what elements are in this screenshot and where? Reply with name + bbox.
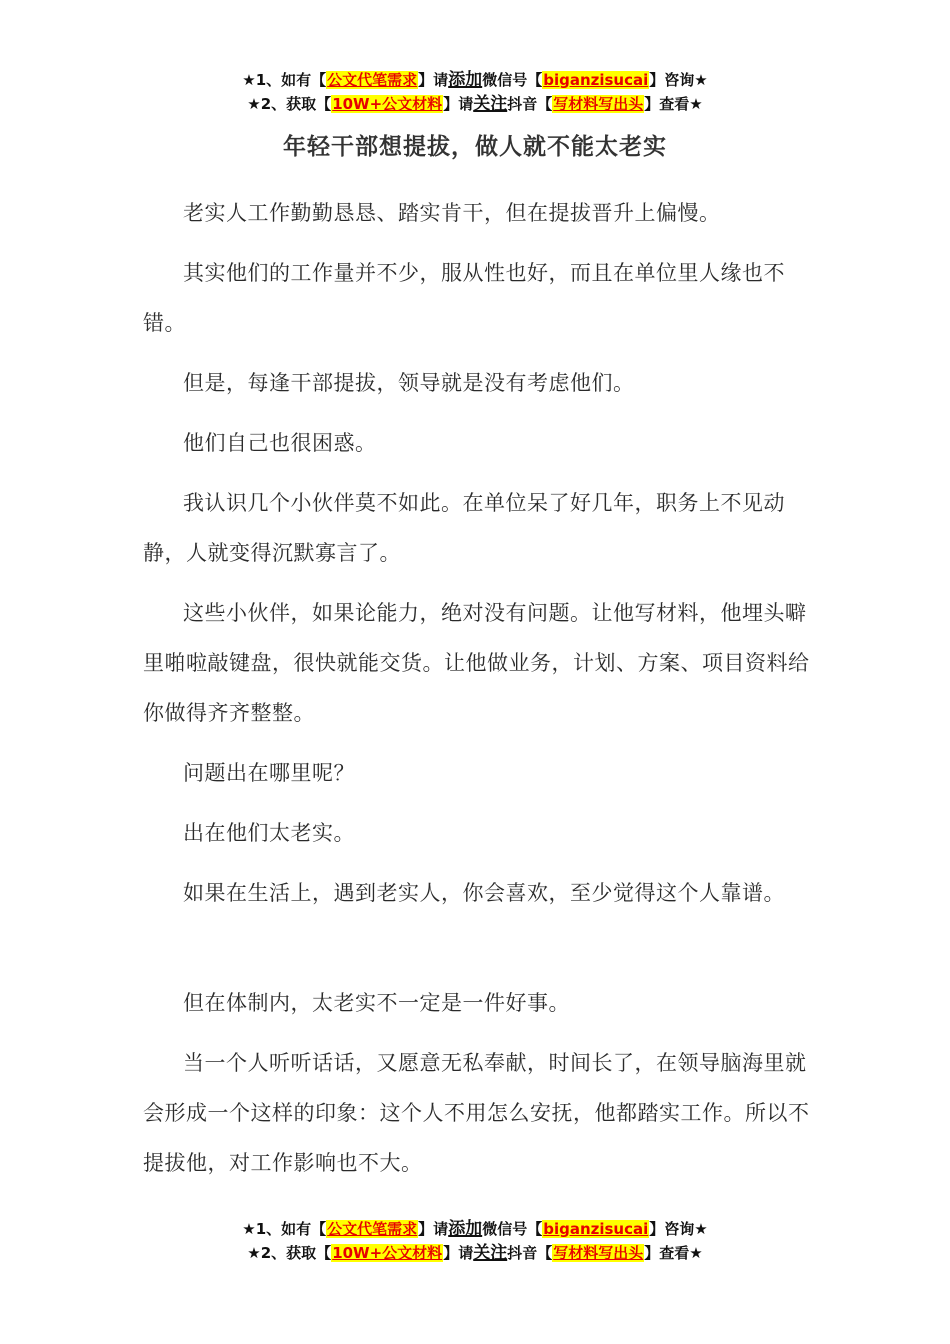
article-title: 年轻干部想提拔，做人就不能太老实 xyxy=(283,134,667,160)
promo-text: ★2、获取【 xyxy=(247,95,332,113)
promo-text: 】查看★ xyxy=(644,1244,703,1262)
promo-emphasis: 添加 xyxy=(448,70,483,90)
promo-line-1 xyxy=(0,68,950,92)
promo-highlight: 公文代笔需求 xyxy=(327,71,418,89)
promo-text: 微信号【 xyxy=(482,1220,543,1238)
wechat-id-highlight: biganzisucai xyxy=(543,71,649,89)
paragraph: 如果在生活上，遇到老实人，你会喜欢，至少觉得这个人靠谱。 xyxy=(183,881,785,905)
promo-text: 】请 xyxy=(418,1220,449,1238)
promo-highlight: 公文代笔需求 xyxy=(327,1220,418,1238)
promo-emphasis: 添加 xyxy=(448,1219,483,1239)
promo-text: 】请 xyxy=(418,71,449,89)
douyin-id-highlight: 写材料写出头 xyxy=(553,1244,644,1262)
promo-text: 微信号【 xyxy=(482,71,543,89)
promo-emphasis: 关注 xyxy=(473,94,508,114)
wechat-id-highlight: biganzisucai xyxy=(543,1220,649,1238)
paragraph: 其实他们的工作量并不少，服从性也好，而且在单位里人缘也不错。 xyxy=(143,261,785,335)
paragraph: 问题出在哪里呢？ xyxy=(183,761,355,785)
paragraph: 但在体制内，太老实不一定是一件好事。 xyxy=(183,991,570,1015)
blank-line xyxy=(143,918,823,968)
paragraph: 他们自己也很困惑。 xyxy=(183,431,377,455)
promo-text: 抖音【 xyxy=(507,1244,553,1262)
paragraph: 但是，每逢干部提拔，领导就是没有考虑他们。 xyxy=(183,371,635,395)
promo-banner-top xyxy=(0,68,950,116)
paragraph: 出在他们太老实。 xyxy=(183,821,355,845)
paragraph: 当一个人听听话话，又愿意无私奉献，时间长了，在领导脑海里就会形成一个这样的印象：这个人不用怎么安抚，他都踏实工作。所以不提拔他，对工作影响也不大。 xyxy=(143,1051,810,1175)
promo-banner-bottom xyxy=(0,1217,950,1265)
article-body xyxy=(143,188,823,1188)
promo-text: 】查看★ xyxy=(644,95,703,113)
paragraph: 我认识几个小伙伴莫不如此。在单位呆了好几年，职务上不见动静，人就变得沉默寡言了。 xyxy=(143,491,785,565)
promo-line-1 xyxy=(0,1217,950,1241)
promo-line-2 xyxy=(0,1241,950,1265)
douyin-id-highlight: 写材料写出头 xyxy=(553,95,644,113)
promo-line-2 xyxy=(0,92,950,116)
promo-text: ★1、如有【 xyxy=(242,71,327,89)
promo-text: ★2、获取【 xyxy=(247,1244,332,1262)
promo-text: 】咨询★ xyxy=(649,1220,708,1238)
promo-emphasis: 关注 xyxy=(473,1243,508,1263)
paragraph: 这些小伙伴，如果论能力，绝对没有问题。让他写材料，他埋头噼里啪啦敲键盘，很快就能交货。让他做业务，计划、方案、项目资料给你做得齐齐整整。 xyxy=(143,601,810,725)
promo-highlight: 10W+公文材料 xyxy=(332,1244,443,1262)
promo-text: 】请 xyxy=(443,1244,474,1262)
promo-text: ★1、如有【 xyxy=(242,1220,327,1238)
paragraph: 老实人工作勤勤恳恳、踏实肯干，但在提拔晋升上偏慢。 xyxy=(183,201,721,225)
promo-text: 】请 xyxy=(443,95,474,113)
promo-highlight: 10W+公文材料 xyxy=(332,95,443,113)
promo-text: 抖音【 xyxy=(507,95,553,113)
promo-text: 】咨询★ xyxy=(649,71,708,89)
